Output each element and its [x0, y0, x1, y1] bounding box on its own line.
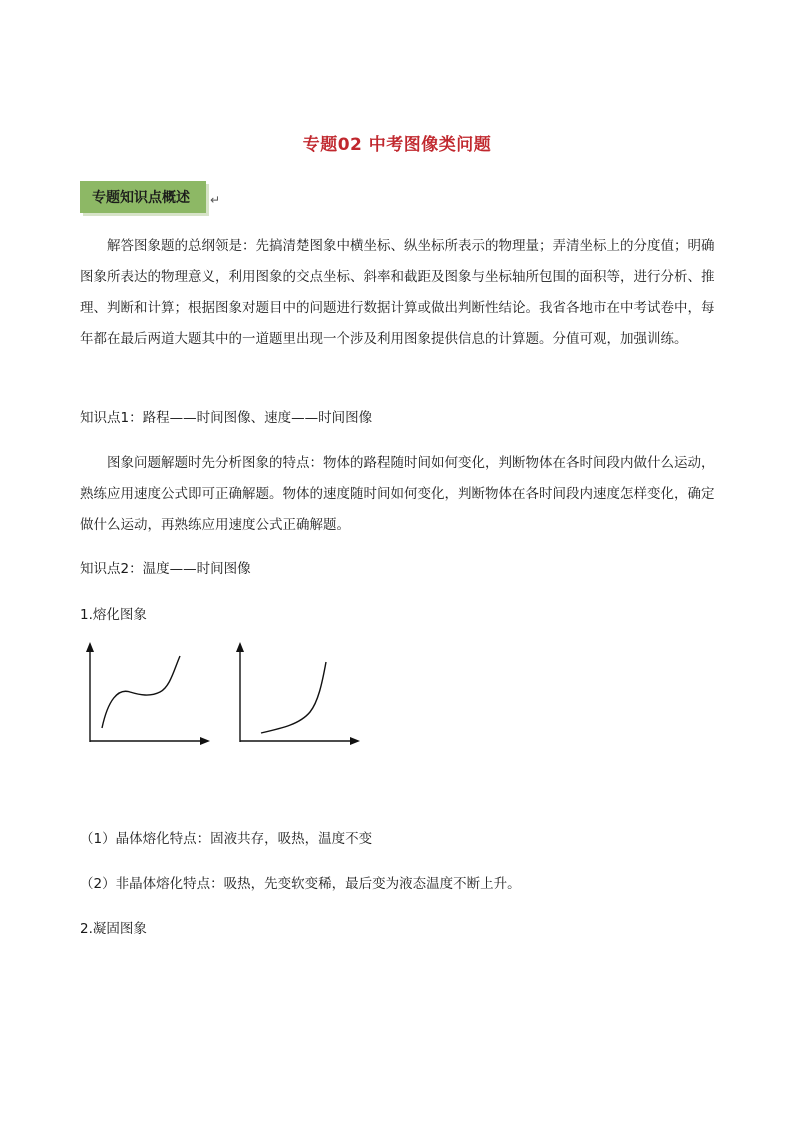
section-badge-wrapper	[80, 181, 220, 213]
knowledge-point-2-heading: 知识点2：温度——时间图像	[80, 561, 251, 577]
amorphous-graph-y-arrow	[236, 642, 244, 652]
section-badge	[80, 181, 220, 213]
amorphous-melting-curve	[261, 662, 326, 733]
crystal-graph-x-arrow	[200, 737, 210, 745]
crystal-graph-y-arrow	[86, 642, 94, 652]
page-title: 专题02 中考图像类问题	[302, 135, 492, 155]
knowledge-point-1-heading: 知识点1：路程——时间图像、速度——时间图像	[80, 410, 373, 426]
intro-paragraph: 解答图象题的总纲领是：先搞清楚图象中横坐标、纵坐标所表示的物理量；弄清坐标上的分度值；明确图象所表达的物理意义，利用图象的交点坐标、斜率和截距及图象与坐标轴所包围的面积等，进行分析、推理、判断和计算；根据图象对题目中的问题进行数据计算或做出判断性结论。我省各地市在中考试卷中，每年都在最后两道大题其中的一道题里出现一个涉及利用图象提供信息的计算题。分值可观，加强训练。	[80, 238, 715, 347]
amorphous-melting-graph	[228, 640, 368, 750]
crystal-melting-feature: （1）晶体熔化特点：固液共存，吸热，温度不变	[80, 831, 373, 847]
section-badge-label: 专题知识点概述	[92, 190, 190, 206]
amorphous-melting-feature: （2）非晶体熔化特点：吸热，先变软变稀，最后变为液态温度不断上升。	[80, 876, 521, 892]
crystal-melting-graph	[78, 640, 218, 750]
return-mark-icon: ↵	[209, 193, 220, 207]
crystal-melting-curve	[102, 656, 180, 728]
melting-heading: 1.熔化图象	[80, 607, 147, 623]
amorphous-graph-x-arrow	[350, 737, 360, 745]
kp1-paragraph: 图象问题解题时先分析图象的特点：物体的路程随时间如何变化，判断物体在各时间段内做什么运动，熟练应用速度公式即可正确解题。物体的速度随时间如何变化，判断物体在各时间段内速度怎样变化，确定做什么运动，再熟练应用速度公式正确解题。	[80, 455, 715, 533]
solidification-heading: 2.凝固图象	[80, 921, 147, 937]
